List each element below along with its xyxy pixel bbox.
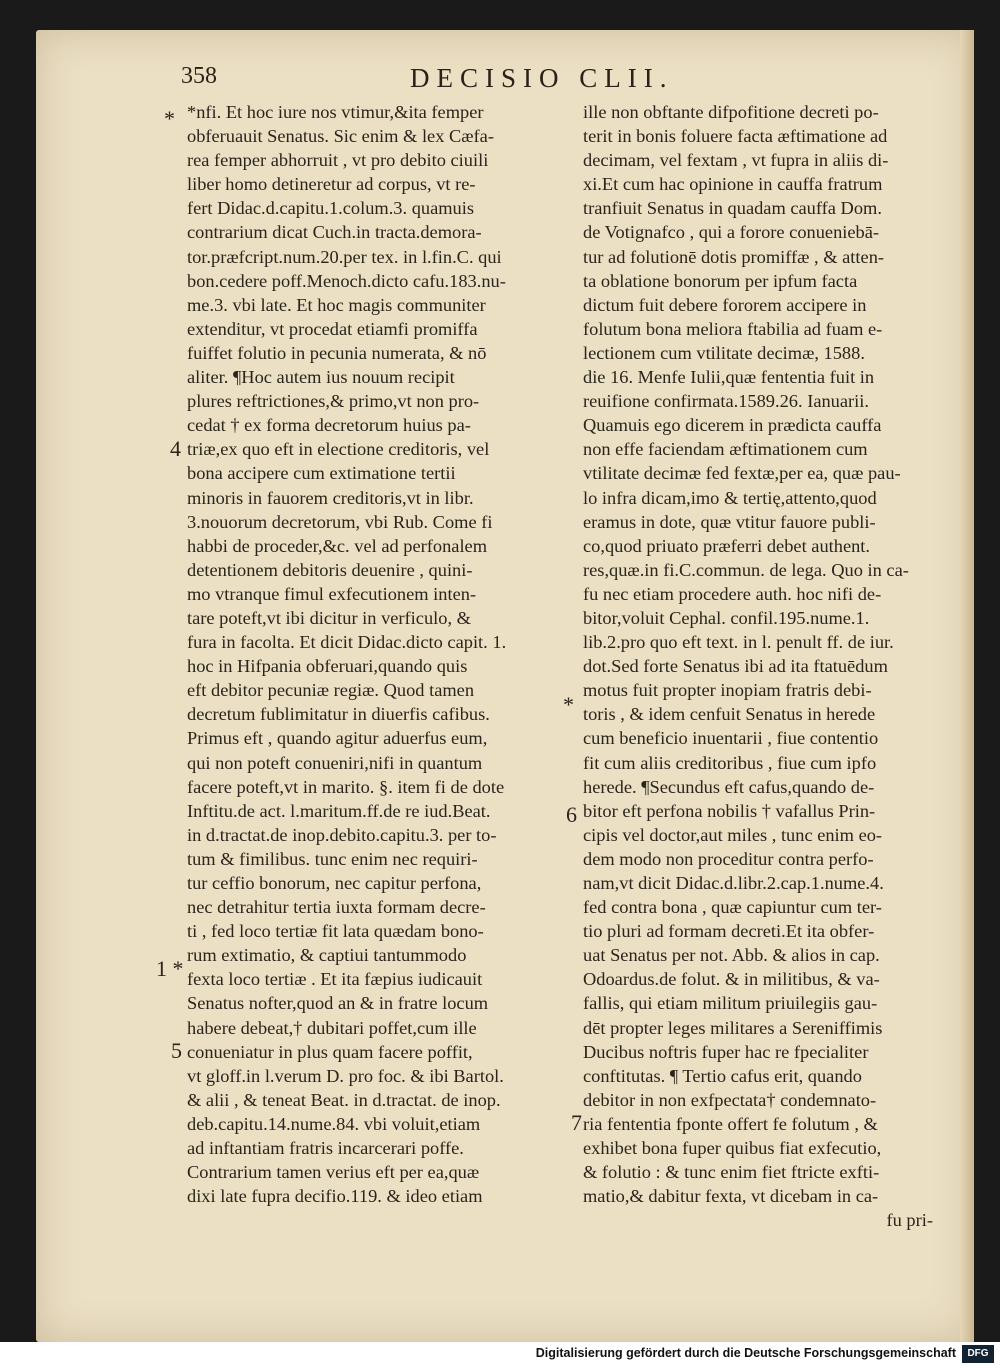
text-line: minoris in fauorem creditoris,vt in libr. (187, 487, 474, 508)
text-line: fallis, qui etiam militum priuilegiis gau- (583, 993, 878, 1014)
text-line: dem modo non proceditur contra perfo- (583, 848, 874, 869)
text-line: hoc in Hifpania obferuari,quando quis (187, 656, 468, 677)
text-line: toris , & idem cenfuit Senatus in herede (583, 704, 876, 725)
text-line: eramus in dote, quæ vtitur fauore publi- (583, 511, 876, 532)
text-line: fert Didac.d.capitu.1.colum.3. quamuis (187, 198, 475, 219)
text-line: Senatus nofter,quod an & in fratre locum (187, 993, 489, 1014)
text-line: plures reftrictiones,& primo,vt non pro- (187, 391, 480, 412)
text-line: fexta loco tertiæ . Et ita fæpius iudicauit (187, 969, 483, 990)
text-line: non effe faciendam æftimationem cum (583, 439, 868, 460)
left-column (187, 100, 552, 1208)
text-line: facere poteft,vt in marito. §. item fi de dote (187, 776, 505, 797)
text-line: lib.2.pro quo eft text. in l. penult ff. de iur. (583, 632, 894, 653)
text-line: fu nec etiam procedere auth. hoc nifi de- (583, 583, 882, 604)
text-line: habbi de proceder,&c. vel ad perfonalem (187, 535, 488, 556)
text-line: dēt propter leges militares a Sereniffimis (583, 1017, 883, 1038)
text-line: mo vtranque fimul exfecutionem inten- (187, 583, 477, 604)
text-line: ria fententia fponte offert fe folutum , & (583, 1113, 878, 1134)
text-line: tum & fimilibus. tunc enim nec requiri- (187, 848, 478, 869)
text-line: tur ad folutionē dotis promiffæ , & atten- (583, 246, 885, 267)
text-line: Inftitu.de act. l.maritum.ff.de re iud.Beat. (187, 800, 491, 821)
margin-asterisk: * (563, 692, 574, 717)
margin-number: 7 (571, 1110, 582, 1135)
dfg-logo: DFG (962, 1345, 994, 1363)
text-line: bona accipere cum extimatione tertii (187, 463, 456, 484)
text-line: Contrarium tamen verius eft per ea,quæ (187, 1162, 480, 1183)
page-edge (960, 30, 974, 1342)
text-line: motus fuit propter inopiam fratris debi- (583, 680, 872, 701)
text-line: fu pri- (886, 1210, 933, 1231)
funding-note: Digitalisierung gefördert durch die Deutsche Forschungsgemeinschaft (535, 1346, 956, 1360)
text-line: uat Senatus per not. Abb. & alios in cap. (583, 945, 880, 966)
text-line: deb.capitu.14.nume.84. vbi voluit,etiam (187, 1113, 481, 1134)
text-line: conftitutas. ¶ Tertio cafus erit, quando (583, 1065, 862, 1086)
text-line: co,quod priuato præferri debet authent. (583, 535, 871, 556)
margin-number: 4 (170, 436, 181, 461)
text-line: reuifione confirmata.1589.26. Ianuarii. (583, 391, 869, 412)
text-line: tio pluri ad formam decreti.Et ita obfer- (583, 921, 875, 942)
running-title: DECISIO CLII. (410, 63, 674, 93)
text-line: exhibet bona fuper quibus fiat exfecutio, (583, 1138, 882, 1159)
text-line: herede. ¶Secundus eft cafus,quando de- (583, 776, 875, 797)
text-line: conueniatur in plus quam facere poffit, (187, 1041, 473, 1062)
text-line: liber homo detineretur ad corpus, vt re- (187, 174, 476, 195)
text-line: fuiffet folutio in pecunia numerata, & nō (187, 342, 487, 363)
text-line: qui non poteft conueniri,nifi in quantum (187, 752, 483, 773)
text-line: dixi late fupra decifio.119. & ideo etiam (187, 1186, 483, 1207)
text-line: Primus eft , quando agitur aduerfus eum, (187, 728, 488, 749)
text-line: nec detrahitur tertia iuxta formam decre- (187, 897, 486, 918)
text-line: matio,& dabitur fexta, vt dicebam in ca- (583, 1186, 879, 1207)
text-line: Quamuis ego dicerem in prædicta cauffa (583, 415, 882, 436)
right-column (583, 100, 953, 1232)
text-line: 3.nouorum decretorum, vbi Rub. Come fi (187, 511, 493, 532)
text-line: *nfi. Et hoc iure nos vtimur,&ita femper (187, 102, 484, 122)
text-line: extenditur, vt procedat etiamfi promiffa (187, 318, 478, 339)
text-line: xi.Et cum hac opinione in cauffa fratrum (583, 174, 883, 195)
text-line: lectionem cum vtilitate decimæ, 1588. (583, 342, 865, 363)
text-line: ille non obftante difpofitione decreti po- (583, 102, 879, 122)
text-line: fura in facolta. Et dicit Didac.dicto capit. 1. (187, 632, 507, 653)
text-line: nam,vt dicit Didac.d.libr.2.cap.1.nume.4. (583, 873, 884, 893)
text-line: terit in bonis foluere facta æftimatione ad (583, 126, 888, 147)
text-line: vt gloff.in l.verum D. pro foc. & ibi Bartol. (187, 1065, 504, 1086)
margin-number: 6 (566, 802, 577, 827)
text-line: & alii , & teneat Beat. in d.tractat. de inop. (187, 1089, 501, 1110)
text-line: habere debeat,† dubitari poffet,cum ille (187, 1017, 477, 1038)
text-line: tare poteft,vt ibi dicitur in verficulo, & (187, 607, 471, 628)
text-line: triæ,ex quo eft in electione creditoris, vel (187, 439, 490, 460)
text-line: aliter. ¶Hoc autem ius nouum recipit (187, 367, 455, 388)
text-line: debitor in non exfpectata† condemnato- (583, 1089, 877, 1110)
footer-bar (0, 1342, 1000, 1368)
text-line: Odoardus.de folut. & in militibus, & va- (583, 969, 880, 990)
text-line: detentionem debitoris deuenire , quini- (187, 559, 473, 580)
text-line: tor.præfcript.num.20.per tex. in l.fin.C. qui (187, 246, 502, 267)
text-line: dictum fuit debere fororem accipere in (583, 294, 867, 315)
page-header (0, 63, 1000, 97)
text-line: dot.Sed forte Senatus ibi ad ita ftatuēdum (583, 656, 888, 677)
text-line: fed contra bona , quæ capiuntur cum ter- (583, 897, 882, 918)
text-line: lo infra dicam,imo & tertię,attento,quod (583, 487, 877, 508)
text-line: ad inftantiam fratris incarcerari poffe. (187, 1138, 464, 1159)
page-number: 358 (181, 63, 217, 89)
text-line: de Votignafco , qui a forore conueniebā- (583, 222, 880, 243)
text-line: Ducibus noftris fuper hac re fpecialiter (583, 1041, 869, 1062)
text-line: res,quæ.in fi.C.commun. de lega. Quo in ca- (583, 559, 909, 580)
text-line: bitor,voluit Cephal. confil.195.nume.1. (583, 607, 870, 628)
text-line: folutum bona meliora ftabilia ad fuam e- (583, 318, 883, 339)
text-line: me.3. vbi late. Et hoc magis communiter (187, 294, 486, 315)
text-line: & folutio : & tunc enim fiet ftricte exfti- (583, 1162, 880, 1183)
text-line: rum extimatio, & captiui tantummodo (187, 945, 467, 966)
text-line: obferuauit Senatus. Sic enim & lex Cæfa- (187, 126, 494, 147)
text-line: ta oblatione bonorum per ipfum facta (583, 270, 858, 291)
text-line: decretum fublimitatur in diuerfis cafibus. (187, 704, 490, 725)
text-line: rea femper abhorruit , vt pro debito ciuili (187, 150, 489, 171)
text-line: in d.tractat.de inop.debito.capitu.3. per to- (187, 824, 497, 845)
text-line: decimam, vel fextam , vt fupra in aliis di- (583, 150, 889, 171)
text-line: vtilitate decimæ fed fextæ,per ea, quæ pau- (583, 463, 901, 484)
margin-asterisk: * (164, 106, 175, 131)
text-line: tur ceffio bonorum, nec capitur perfona, (187, 873, 482, 893)
text-line: bitor eft perfona nobilis † vafallus Prin- (583, 800, 876, 821)
text-line: tranfiuit Senatus in quadam cauffa Dom. (583, 198, 882, 219)
text-line: cipis vel doctor,aut miles , tunc enim eo- (583, 824, 883, 845)
text-line: die 16. Menfe Iulii,quæ fententia fuit in (583, 367, 875, 388)
text-line: eft debitor pecuniæ regiæ. Quod tamen (187, 680, 475, 701)
text-line: cedat † ex forma decretorum huius pa- (187, 415, 471, 436)
margin-number: 5 (171, 1038, 182, 1063)
text-line: cum beneficio inuentarii , fiue contentio (583, 728, 879, 749)
margin-asterisk: 1 * (156, 956, 184, 981)
text-line: fit cum aliis creditoribus , fiue cum ipfo (583, 752, 877, 773)
text-line: contrarium dicat Cuch.in tracta.demora- (187, 222, 482, 243)
text-line: ti , fed loco tertiæ fit lata quædam bono- (187, 921, 484, 942)
text-line: bon.cedere poff.Menoch.dicto cafu.183.nu- (187, 270, 506, 291)
